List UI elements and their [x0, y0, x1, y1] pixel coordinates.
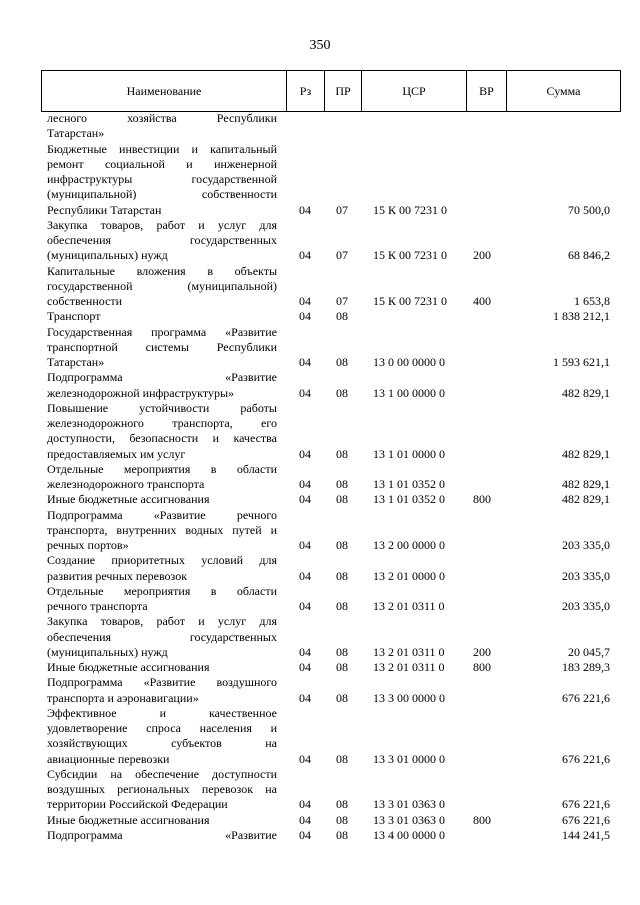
row-csr: 13 1 00 0000 0 — [373, 385, 445, 400]
row-rz: 04 — [299, 827, 311, 842]
table-row — [0, 462, 640, 493]
row-name-line: речного транспорта — [47, 599, 148, 613]
row-name-line: Иные бюджетные ассигнования — [47, 492, 210, 507]
row-csr: 13 3 01 0363 0 — [373, 797, 445, 812]
header-pr: ПР — [325, 71, 362, 112]
row-name-line: Татарстан» — [47, 355, 105, 369]
row-name — [47, 492, 277, 507]
page-number: 350 — [309, 38, 331, 53]
row-sum: 203 335,0 — [562, 568, 610, 583]
row-csr: 13 2 00 0000 0 — [373, 538, 445, 552]
row-name-line: (муниципальных) нужд — [47, 248, 168, 263]
row-csr: 13 2 01 0311 0 — [373, 644, 445, 659]
table-row — [0, 660, 640, 675]
row-name-line: транспорта и аэронавигации» — [47, 690, 199, 705]
row-csr: 15 К 00 7231 0 — [373, 202, 448, 217]
table-row — [0, 675, 640, 706]
row-name-line: предоставляемых им услуг — [47, 446, 186, 461]
table-row — [0, 584, 640, 615]
row-name-line: Подпрограмма «Развитие — [47, 370, 277, 385]
table-row — [0, 111, 640, 142]
row-name-line: хозяйствующих субъектов на — [47, 736, 277, 751]
row-name-line: Закупка товаров, работ и услуг для — [47, 217, 277, 232]
row-name-line: Республики Татарстан — [47, 202, 162, 217]
row-pr: 08 — [336, 797, 348, 812]
row-name — [47, 218, 277, 264]
row-name — [47, 309, 277, 324]
row-name-line: железнодорожного транспорта, его — [47, 416, 277, 430]
row-vr: 400 — [473, 294, 491, 308]
row-sum: 676 221,6 — [562, 690, 610, 705]
row-name-line: речных портов» — [47, 538, 129, 552]
row-name-line: воздушных региональных перевозок на — [47, 782, 277, 796]
row-name-line: (муниципальной) собственности — [47, 187, 277, 202]
row-sum: 203 335,0 — [562, 538, 610, 552]
table-row — [0, 813, 640, 828]
table-row — [0, 508, 640, 554]
row-name — [47, 264, 277, 310]
row-rz: 04 — [299, 797, 311, 812]
table-row — [0, 218, 640, 264]
row-name — [47, 508, 277, 554]
row-rz: 04 — [299, 477, 311, 491]
row-name-line: развития речных перевозок — [47, 568, 188, 583]
row-sum: 20 045,7 — [568, 644, 610, 659]
row-sum: 183 289,3 — [562, 660, 610, 674]
header-name: Наименование — [42, 71, 287, 112]
row-vr: 800 — [473, 492, 491, 507]
row-pr: 08 — [336, 446, 348, 461]
row-name — [47, 370, 277, 401]
row-name-line: Отдельные мероприятия в области — [47, 461, 277, 476]
row-name-line: (муниципальных) нужд — [47, 644, 168, 659]
row-csr: 13 1 01 0352 0 — [373, 492, 445, 507]
table-row — [0, 828, 640, 843]
row-name — [47, 660, 277, 675]
table-row — [0, 767, 640, 813]
row-name-line: инфраструктуры государственной — [47, 172, 277, 186]
row-sum: 676 221,6 — [562, 797, 610, 812]
row-pr: 08 — [336, 568, 348, 583]
row-csr: 13 0 00 0000 0 — [373, 355, 445, 369]
row-csr: 13 2 01 0000 0 — [373, 568, 445, 583]
row-rz: 04 — [299, 492, 311, 507]
row-name-line: Отдельные мероприятия в области — [47, 583, 277, 598]
row-pr: 08 — [336, 599, 348, 613]
row-rz: 04 — [299, 309, 311, 324]
row-name-line: транспортной системы Республики — [47, 339, 277, 354]
row-pr: 07 — [336, 248, 348, 263]
row-sum: 144 241,5 — [562, 827, 610, 842]
row-name — [47, 813, 277, 828]
row-sum: 676 221,6 — [562, 812, 610, 827]
row-rz: 04 — [299, 812, 311, 827]
row-name — [47, 553, 277, 584]
table-row — [0, 142, 640, 218]
row-name-line: территории Российской Федерации — [47, 797, 228, 812]
row-name-line: Государственная программа «Развитие — [47, 324, 277, 339]
row-csr: 15 К 00 7231 0 — [373, 248, 448, 263]
row-csr: 13 3 01 0000 0 — [373, 751, 445, 766]
row-name-line: удовлетворение спроса населения и — [47, 721, 277, 735]
row-name-line: Субсидии на обеспечение доступности — [47, 766, 277, 781]
row-name-line: собственности — [47, 294, 123, 308]
row-rz: 04 — [299, 660, 311, 674]
table-row — [0, 370, 640, 401]
row-sum: 1 653,8 — [574, 294, 610, 308]
table-row — [0, 309, 640, 324]
row-name-line: Иные бюджетные ассигнования — [47, 660, 210, 674]
row-pr: 08 — [336, 660, 348, 674]
row-name-line: Повышение устойчивости работы — [47, 400, 277, 415]
row-rz: 04 — [299, 538, 311, 552]
row-name — [47, 675, 277, 706]
row-rz: 04 — [299, 599, 311, 613]
row-name-line: Создание приоритетных условий для — [47, 553, 277, 568]
row-rz: 04 — [299, 751, 311, 766]
table-row — [0, 264, 640, 310]
header-vr: ВР — [467, 71, 507, 112]
row-sum: 482 829,1 — [562, 477, 610, 491]
row-name-line: железнодорожного транспорта — [47, 477, 205, 491]
row-pr: 08 — [336, 812, 348, 827]
row-name-line: железнодорожной инфраструктуры» — [47, 385, 235, 400]
row-sum: 676 221,6 — [562, 751, 610, 766]
row-vr: 800 — [473, 660, 491, 674]
row-pr: 08 — [336, 385, 348, 400]
row-name-line: Татарстан» — [47, 126, 105, 141]
row-csr: 15 К 00 7231 0 — [373, 294, 448, 308]
header-row — [42, 71, 621, 112]
row-vr: 200 — [473, 644, 491, 659]
row-name-line: обеспечения государственных — [47, 233, 277, 247]
row-pr: 08 — [336, 751, 348, 766]
row-name-line: Закупка товаров, работ и услуг для — [47, 614, 277, 629]
row-vr: 800 — [473, 812, 491, 827]
row-name-line: государственной (муниципальной) — [47, 278, 277, 293]
row-pr: 08 — [336, 690, 348, 705]
row-name — [47, 828, 277, 843]
row-name-line: Подпрограмма «Развитие речного — [47, 507, 277, 522]
row-csr: 13 3 00 0000 0 — [373, 690, 445, 705]
row-csr: 13 2 01 0311 0 — [373, 599, 445, 613]
row-name-line: Подпрограмма «Развитие — [47, 827, 277, 842]
row-csr: 13 2 01 0311 0 — [373, 660, 445, 674]
row-pr: 08 — [336, 827, 348, 842]
table-row — [0, 614, 640, 660]
row-sum: 1 838 212,1 — [553, 309, 610, 324]
row-pr: 08 — [336, 644, 348, 659]
row-name-line: авиационные перевозки — [47, 751, 170, 766]
row-rz: 04 — [299, 690, 311, 705]
row-name-line: ремонт социальной и инженерной — [47, 156, 277, 171]
row-sum: 482 829,1 — [562, 446, 610, 461]
row-rz: 04 — [299, 294, 311, 308]
row-name-line: Эффективное и качественное — [47, 705, 277, 720]
row-vr: 200 — [473, 248, 491, 263]
row-rz: 04 — [299, 385, 311, 400]
row-csr: 13 1 01 0352 0 — [373, 477, 445, 491]
row-rz: 04 — [299, 355, 311, 369]
row-rz: 04 — [299, 644, 311, 659]
row-csr: 13 1 01 0000 0 — [373, 446, 445, 461]
row-name-line: Подпрограмма «Развитие воздушного — [47, 675, 277, 690]
row-pr: 08 — [336, 492, 348, 507]
row-sum: 70 500,0 — [568, 202, 610, 217]
row-name — [47, 401, 277, 462]
row-csr: 13 3 01 0363 0 — [373, 812, 445, 827]
table-row — [0, 706, 640, 767]
row-name-line: Капитальные вложения в объекты — [47, 263, 277, 278]
row-pr: 07 — [336, 294, 348, 308]
row-rz: 04 — [299, 446, 311, 461]
row-sum: 68 846,2 — [568, 248, 610, 263]
row-pr: 08 — [336, 309, 348, 324]
table-row — [0, 492, 640, 507]
row-name — [47, 706, 277, 767]
row-pr: 08 — [336, 355, 348, 369]
table-row — [0, 325, 640, 371]
table-row — [0, 401, 640, 462]
row-name — [47, 325, 277, 371]
row-name — [47, 111, 277, 142]
row-pr: 07 — [336, 202, 348, 217]
row-name — [47, 767, 277, 813]
row-name-line: Иные бюджетные ассигнования — [47, 812, 210, 827]
row-rz: 04 — [299, 568, 311, 583]
budget-table-body — [0, 111, 640, 843]
row-name — [47, 142, 277, 218]
row-sum: 1 593 621,1 — [553, 355, 610, 369]
budget-table-header — [41, 70, 621, 112]
row-rz: 04 — [299, 248, 311, 263]
row-name — [47, 462, 277, 493]
row-name — [47, 614, 277, 660]
row-name — [47, 584, 277, 615]
row-name-line: транспорта, внутренних водных путей и — [47, 522, 277, 537]
header-rz: Рз — [287, 71, 325, 112]
row-name-line: обеспечения государственных — [47, 629, 277, 644]
row-rz: 04 — [299, 202, 311, 217]
row-sum: 482 829,1 — [562, 385, 610, 400]
header-csr: ЦСР — [362, 71, 467, 112]
row-name-line: лесного хозяйства Республики — [47, 111, 277, 125]
row-pr: 08 — [336, 477, 348, 491]
row-name-line: Транспорт — [47, 309, 101, 324]
row-sum: 482 829,1 — [562, 492, 610, 507]
row-name-line: доступности, безопасности и качества — [47, 431, 277, 446]
row-sum: 203 335,0 — [562, 599, 610, 613]
table-row — [0, 553, 640, 584]
row-pr: 08 — [336, 538, 348, 552]
header-sum: Сумма — [507, 71, 621, 112]
row-csr: 13 4 00 0000 0 — [373, 827, 445, 842]
row-name-line: Бюджетные инвестиции и капитальный — [47, 141, 277, 156]
